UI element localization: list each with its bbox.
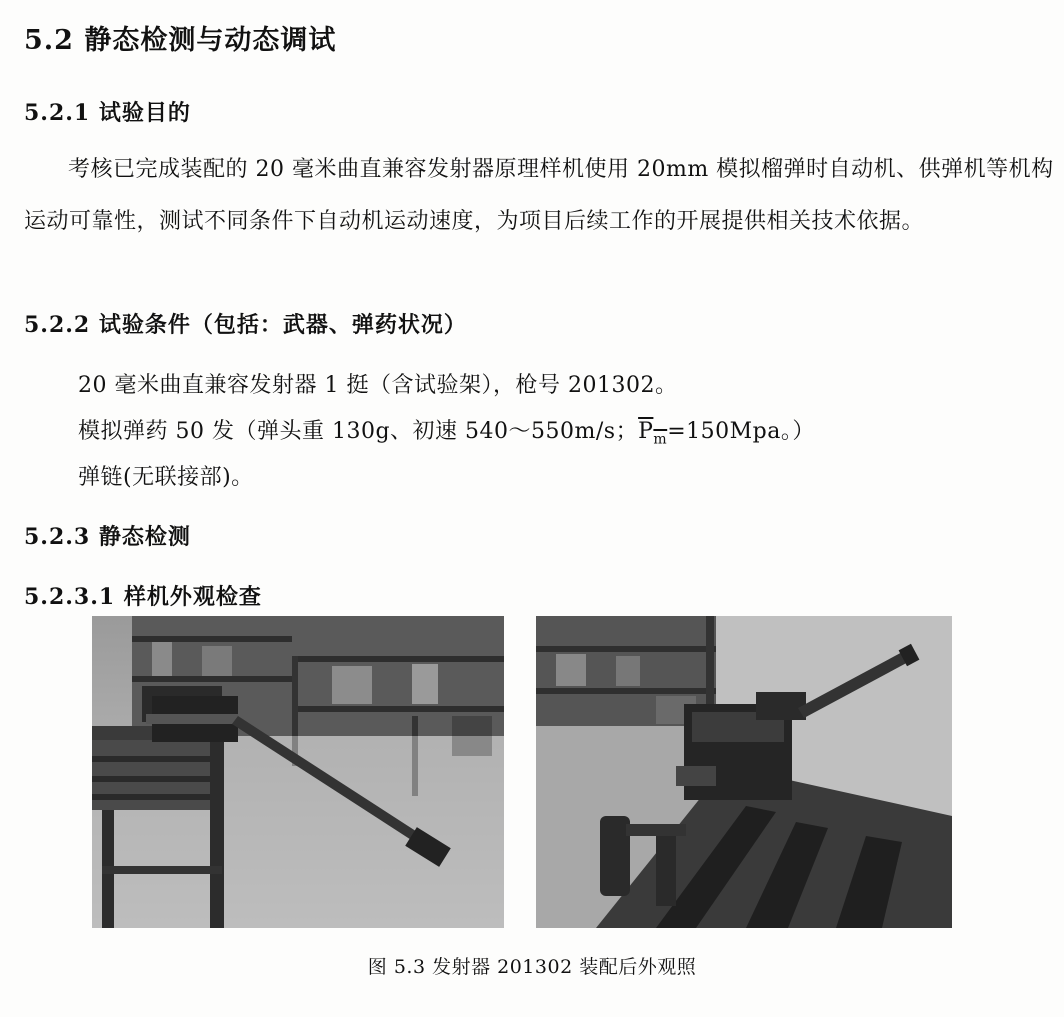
section-heading-5-2: 5.2 静态检测与动态调试 [24,25,337,56]
photo-launcher-side-view [92,616,504,928]
subsection-heading-5-2-1: 5.2.1 试验目的 [24,100,191,126]
ammo-text-prefix: 模拟弹药 50 发（弹头重 130g、初速 540～550m/s； [78,419,639,444]
subsection-heading-5-2-3-1: 5.2.3.1 样机外观检查 [24,584,262,610]
ammo-text-suffix: =150Mpa。） [667,419,815,444]
pm-letter: P [638,419,654,444]
pm-subscript: m [653,431,668,448]
condition-line-ammo [78,414,815,447]
subsection-heading-5-2-2: 5.2.2 试验条件（包括：武器、弹药状况） [24,312,467,338]
subsection-heading-5-2-3: 5.2.3 静态检测 [24,524,191,550]
photo-launcher-mounted-view [536,616,952,928]
figure-caption: 图 5.3 发射器 201302 装配后外观照 [367,956,697,978]
condition-line-belt: 弹链(无联接部)。 [78,465,254,490]
purpose-paragraph: 考核已完成装配的 20 毫米曲直兼容发射器原理样机使用 20mm 模拟榴弹时自动机、供弹机等机构运动可靠性，测试不同条件下自动机运动速度，为项目后续工作的开展提供相关技术依据。 [24,157,1054,234]
pm-symbol [638,419,668,448]
condition-line-weapon: 20 毫米曲直兼容发射器 1 挺（含试验架），枪号 201302。 [78,373,678,398]
